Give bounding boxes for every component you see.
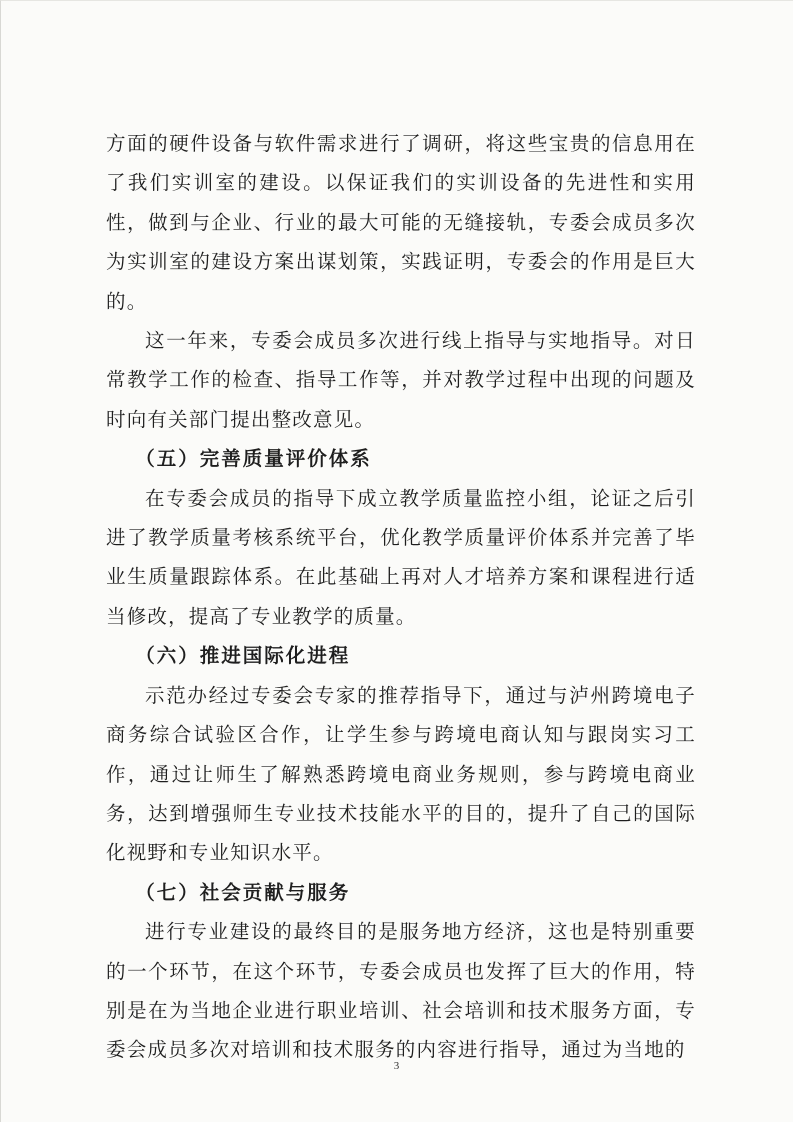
heading-quality-evaluation: （五）完善质量评价体系 — [135, 447, 372, 471]
heading-internationalization: （六）推进国际化进程 — [135, 644, 351, 668]
document-body — [106, 124, 696, 1070]
paragraph-social-contribution: 进行专业建设的最终目的是服务地方经济，这也是特别重要的一个环节，在这个环节，专委会成员也发挥了巨大的作用，特别是在为当地企业进行职业培训、社会培训和技术服务方面，专委会成员多次对培训和技术服务的内容进行指导，通过为当地的 — [106, 920, 696, 1062]
page-number: 3 — [393, 1060, 400, 1072]
heading-social-contribution: （七）社会贡献与服务 — [135, 880, 351, 904]
paragraph-internationalization: 示范办经过专委会专家的推荐指导下，通过与泸州跨境电子商务综合试验区合作，让学生参与跨境电商认知与跟岗实习工作，通过让师生了解熟悉跨境电商业务规则，参与跨境电商业务，达到增强师生专业技术技能水平的目的，提升了自己的国际化视野和专业知识水平。 — [106, 683, 696, 865]
paragraph-hardware-research: 方面的硬件设备与软件需求进行了调研，将这些宝贵的信息用在了我们实训室的建设。以保证我们的实训设备的先进性和实用性，做到与企业、行业的最大可能的无缝接轨，专委会成员多次为实训室的建设方案出谋划策，实践证明，专委会的作用是巨大的。 — [106, 132, 696, 313]
paragraph-quality-evaluation: 在专委会成员的指导下成立教学质量监控小组，论证之后引进了教学质量考核系统平台，优化教学质量评价体系并完善了毕业生质量跟踪体系。在此基础上再对人才培养方案和课程进行适当修改，提高了专业教学的质量。 — [106, 486, 696, 628]
paragraph-guidance: 这一年来，专委会成员多次进行线上指导与实地指导。对日常教学工作的检查、指导工作等，并对教学过程中出现的问题及时向有关部门提出整改意见。 — [106, 329, 696, 431]
